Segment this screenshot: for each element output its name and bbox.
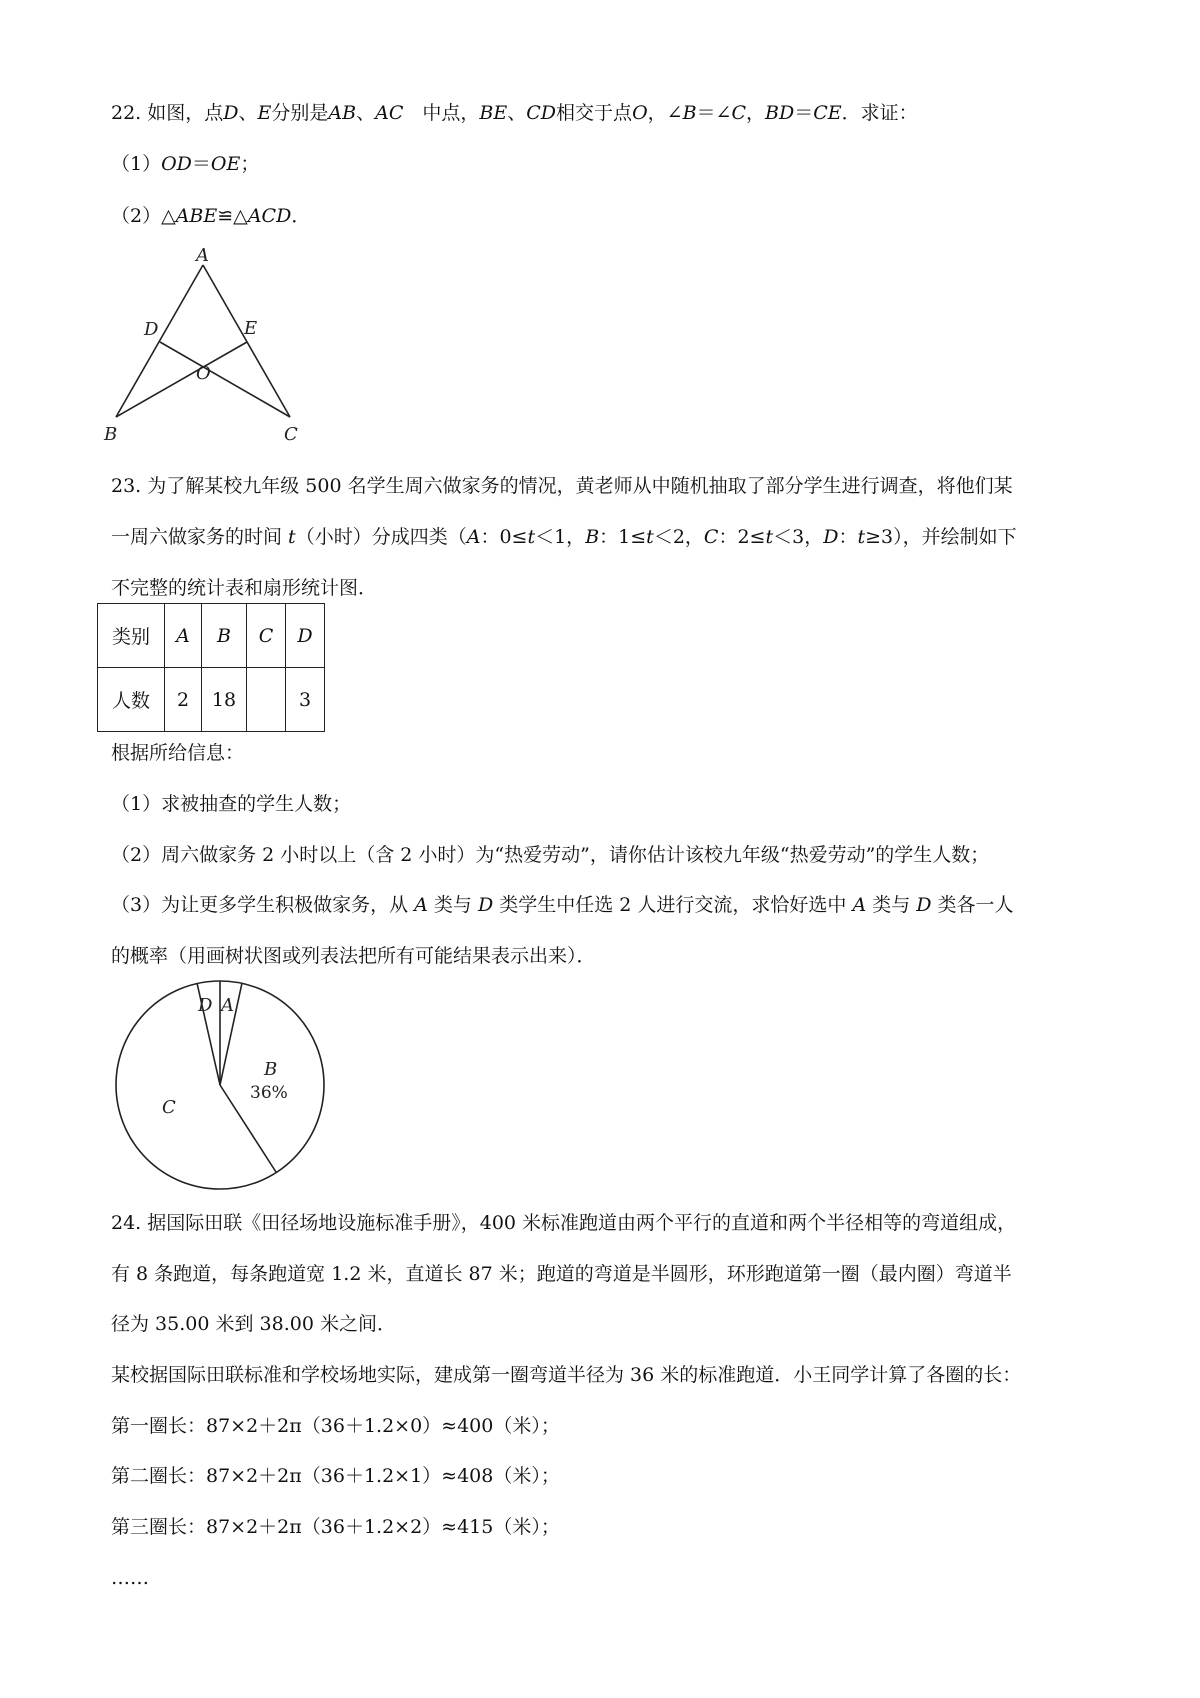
text: 、 — [238, 102, 258, 124]
var: OE — [210, 153, 241, 175]
var: t — [288, 526, 296, 548]
var: AC — [375, 102, 404, 124]
var: D — [916, 894, 932, 916]
table-cell — [247, 668, 286, 732]
q22-part2 — [111, 204, 310, 228]
table-header-cell: A — [165, 604, 202, 668]
table-cell: 3 — [286, 668, 325, 732]
pie-label-c: C — [162, 1097, 176, 1118]
text: 相交于点 — [556, 102, 633, 124]
q24-lap2: 第二圈长：87×2＋2π（36＋1.2×1）≈408（米）； — [111, 1465, 560, 1487]
var: B — [585, 526, 600, 548]
var: t — [527, 526, 536, 548]
text: 类各一人 — [931, 894, 1014, 916]
text: ＜1， — [535, 526, 586, 548]
pie-label-d: D — [198, 995, 213, 1016]
var: AB — [328, 102, 357, 124]
var: E — [257, 102, 272, 124]
q24-lap1: 第一圈长：87×2＋2π（36＋1.2×0）≈400（米）； — [111, 1415, 560, 1437]
text: 如图，点 — [147, 102, 224, 124]
text: 中点， — [403, 102, 480, 124]
text: ； — [240, 153, 260, 175]
text: 一周六做家务的时间 — [111, 526, 289, 548]
label-o: O — [196, 363, 211, 384]
text: ．求证： — [841, 102, 918, 124]
question-number: 22. — [111, 102, 148, 124]
table-header-cell: C — [247, 604, 286, 668]
segment-ab — [116, 265, 203, 417]
text: ＜3， — [773, 526, 824, 548]
pie-b-percent: 36% — [250, 1083, 288, 1103]
table-cell: 18 — [202, 668, 247, 732]
statistics-table — [97, 603, 325, 732]
var: CD — [526, 102, 557, 124]
var: BD — [765, 102, 795, 124]
text: ：0≤ — [480, 526, 528, 548]
text: ． — [291, 205, 311, 227]
text: ：1≤ — [599, 526, 647, 548]
q23-part3b: 的概率（用画树状图或列表法把所有可能结果表示出来）． — [111, 945, 596, 967]
var: t — [857, 526, 866, 548]
var: OD — [161, 153, 192, 175]
text: 分别是 — [271, 102, 329, 124]
segment-ac — [203, 265, 290, 417]
triangle-figure — [100, 245, 310, 445]
var: C — [703, 526, 719, 548]
table-header-cell: 类别 — [98, 604, 165, 668]
var: ACD — [247, 205, 292, 227]
var: D — [477, 894, 494, 916]
var: C — [731, 102, 746, 124]
label-c: C — [284, 424, 298, 445]
text: （2）△ — [111, 205, 176, 227]
text: 类与 — [427, 894, 478, 916]
pie-label-b: B — [264, 1059, 278, 1080]
text: ≥3），并绘制如下 — [865, 526, 1017, 548]
text: ≌△ — [217, 205, 248, 227]
label-d: D — [144, 319, 159, 340]
q23-given: 根据所给信息： — [111, 742, 245, 764]
var: CE — [813, 102, 842, 124]
q24-ellipsis: …… — [111, 1567, 149, 1589]
q24-line3: 径为 35.00 米到 38.00 米之间． — [111, 1313, 396, 1335]
table-cell: 人数 — [98, 668, 165, 732]
text: ： — [838, 526, 858, 548]
text: （1） — [111, 153, 162, 175]
table-cell: 2 — [165, 668, 202, 732]
var: A — [414, 894, 428, 916]
q23-part3 — [111, 893, 1014, 917]
var: t — [646, 526, 654, 548]
segment-be — [116, 342, 247, 417]
table-header-cell: D — [286, 604, 325, 668]
q23-part1: （1）求被抽查的学生人数； — [111, 793, 352, 815]
q23-part2: （2）周六做家务 2 小时以上（含 2 小时）为“热爱劳动”，请你估计该校九年级“热爱劳动”的学生人数； — [111, 844, 990, 866]
q22-part1 — [111, 152, 259, 176]
text: （3）为让更多学生积极做家务，从 — [111, 894, 415, 916]
text: ：2≤ — [718, 526, 766, 548]
pie-chart — [110, 975, 330, 1195]
segment-cd — [160, 342, 290, 417]
var: D — [823, 526, 839, 548]
var: O — [632, 102, 648, 124]
table-row — [98, 668, 325, 732]
text: ＜2， — [653, 526, 704, 548]
var: BE — [479, 102, 508, 124]
table-header-cell: B — [202, 604, 247, 668]
text: ＝∠ — [696, 102, 732, 124]
q23-line1: 23. 为了解某校九年级 500 名学生周六做家务的情况，黄老师从中随机抽取了部分学生进行调查，将他们某 — [111, 475, 1013, 497]
text: 类学生中任选 2 人进行交流，求恰好选中 — [493, 894, 853, 916]
var: t — [765, 526, 774, 548]
q22-stem — [111, 101, 918, 125]
var: D — [223, 102, 239, 124]
text: 类与 — [866, 894, 917, 916]
text: ， — [746, 102, 766, 124]
text: ＝ — [794, 102, 814, 124]
text: 、 — [507, 102, 527, 124]
var: A — [852, 894, 867, 916]
q24-line1: 24. 据国际田联《田径场地设施标准手册》，400 米标准跑道由两个平行的直道和两个半径相等的弯道组成， — [111, 1212, 1017, 1234]
q23-line3: 不完整的统计表和扇形统计图． — [111, 577, 378, 599]
label-a: A — [196, 245, 209, 266]
text: （小时）分成四类（ — [295, 526, 467, 548]
pie-label-a: A — [221, 995, 234, 1016]
table-row — [98, 604, 325, 668]
text: 、 — [356, 102, 376, 124]
q24-line2: 有 8 条跑道，每条跑道宽 1.2 米，直道长 87 米；跑道的弯道是半圆形，环形跑道第一圈（最内圈）弯道半 — [111, 1263, 1012, 1285]
text: ＝ — [191, 153, 211, 175]
label-b: B — [104, 424, 118, 445]
text: ，∠ — [647, 102, 683, 124]
var: ABE — [175, 205, 218, 227]
var: B — [682, 102, 697, 124]
var: A — [466, 526, 481, 548]
q23-line2 — [111, 525, 1017, 549]
q24-lap3: 第三圈长：87×2＋2π（36＋1.2×2）≈415（米）； — [111, 1516, 560, 1538]
q24-line4: 某校据国际田联标准和学校场地实际，建成第一圈弯道半径为 36 米的标准跑道．小王同学计算了各圈的长： — [111, 1364, 1022, 1386]
label-e: E — [244, 318, 258, 339]
